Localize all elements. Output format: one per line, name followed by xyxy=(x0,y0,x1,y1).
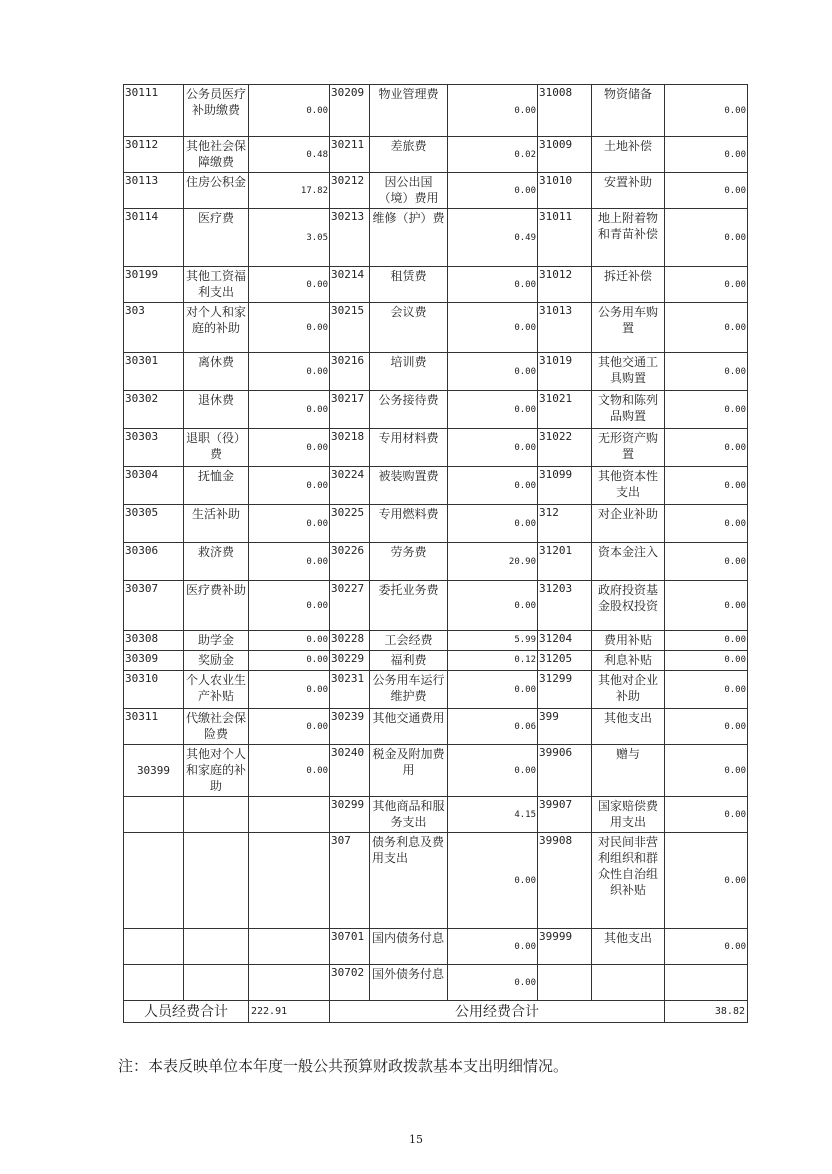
item-name: 文物和陈列品购置 xyxy=(592,391,665,429)
item-name: 工会经费 xyxy=(370,631,448,651)
item-amount: 0.00 xyxy=(665,467,748,505)
item-code: 30224 xyxy=(330,467,370,505)
public-total-label: 公用经费合计 xyxy=(330,1001,665,1023)
item-code: 30306 xyxy=(124,543,184,581)
item-name: 会议费 xyxy=(370,303,448,353)
item-name: 政府投资基金股权投资 xyxy=(592,581,665,631)
item-code: 30225 xyxy=(330,505,370,543)
item-name: 退职（役）费 xyxy=(184,429,249,467)
item-code: 31205 xyxy=(538,651,592,671)
table-row xyxy=(124,209,748,267)
item-name: 其他交通工具购置 xyxy=(592,353,665,391)
table-row xyxy=(124,651,748,671)
item-code: 303 xyxy=(124,303,184,353)
item-code: 31019 xyxy=(538,353,592,391)
item-name: 国内债务付息 xyxy=(370,929,448,965)
item-amount: 0.00 xyxy=(249,505,330,543)
item-amount: 0.00 xyxy=(665,391,748,429)
item-amount xyxy=(249,833,330,929)
item-amount: 20.90 xyxy=(448,543,538,581)
table-row xyxy=(124,671,748,709)
item-name: 培训费 xyxy=(370,353,448,391)
item-name: 拆迁补偿 xyxy=(592,267,665,303)
item-name: 无形资产购置 xyxy=(592,429,665,467)
expenditure-detail-table xyxy=(123,84,748,1023)
item-code xyxy=(124,965,184,1001)
item-name: 其他资本性支出 xyxy=(592,467,665,505)
item-code: 30308 xyxy=(124,631,184,651)
item-amount: 0.00 xyxy=(249,85,330,137)
table-row xyxy=(124,303,748,353)
item-amount: 0.00 xyxy=(665,797,748,833)
item-name xyxy=(184,965,249,1001)
item-amount: 0.00 xyxy=(448,85,538,137)
item-code: 30214 xyxy=(330,267,370,303)
item-name: 公务员医疗补助缴费 xyxy=(184,85,249,137)
table-row xyxy=(124,137,748,173)
item-amount: 0.00 xyxy=(665,303,748,353)
item-name: 国外债务付息 xyxy=(370,965,448,1001)
item-code: 30217 xyxy=(330,391,370,429)
item-amount: 0.00 xyxy=(448,391,538,429)
item-amount: 0.00 xyxy=(448,581,538,631)
table-row xyxy=(124,467,748,505)
item-amount: 0.00 xyxy=(448,353,538,391)
item-amount: 0.49 xyxy=(448,209,538,267)
item-code: 30218 xyxy=(330,429,370,467)
item-name: 退休费 xyxy=(184,391,249,429)
item-code: 30399 xyxy=(124,745,184,797)
item-amount: 3.05 xyxy=(249,209,330,267)
item-amount: 0.00 xyxy=(665,267,748,303)
item-name: 代缴社会保险费 xyxy=(184,709,249,745)
item-code: 39906 xyxy=(538,745,592,797)
item-code: 30215 xyxy=(330,303,370,353)
item-name: 债务利息及费用支出 xyxy=(370,833,448,929)
item-amount: 0.00 xyxy=(448,929,538,965)
totals-row xyxy=(124,1001,748,1023)
item-name: 救济费 xyxy=(184,543,249,581)
item-name: 其他交通费用 xyxy=(370,709,448,745)
item-amount: 0.00 xyxy=(665,137,748,173)
item-amount: 0.00 xyxy=(665,929,748,965)
item-code: 31013 xyxy=(538,303,592,353)
item-code: 312 xyxy=(538,505,592,543)
item-code: 31021 xyxy=(538,391,592,429)
item-amount: 0.00 xyxy=(665,709,748,745)
item-amount: 0.00 xyxy=(665,429,748,467)
item-name: 专用材料费 xyxy=(370,429,448,467)
item-amount: 0.00 xyxy=(249,651,330,671)
item-name: 地上附着物和青苗补偿 xyxy=(592,209,665,267)
item-name: 费用补贴 xyxy=(592,631,665,651)
item-name xyxy=(184,833,249,929)
item-amount: 0.00 xyxy=(249,353,330,391)
item-name: 委托业务费 xyxy=(370,581,448,631)
item-code: 30199 xyxy=(124,267,184,303)
item-amount xyxy=(249,797,330,833)
item-code xyxy=(124,929,184,965)
item-code: 30213 xyxy=(330,209,370,267)
item-name xyxy=(592,965,665,1001)
table-row xyxy=(124,505,748,543)
item-name: 对个人和家庭的补助 xyxy=(184,303,249,353)
item-amount: 4.15 xyxy=(448,797,538,833)
item-code: 39907 xyxy=(538,797,592,833)
item-amount: 0.00 xyxy=(249,631,330,651)
item-name: 对民间非营利组织和群众性自治组织补贴 xyxy=(592,833,665,929)
item-name: 其他支出 xyxy=(592,709,665,745)
item-amount: 0.00 xyxy=(448,267,538,303)
item-name: 其他社会保障缴费 xyxy=(184,137,249,173)
item-name: 抚恤金 xyxy=(184,467,249,505)
item-code: 30311 xyxy=(124,709,184,745)
item-amount: 0.00 xyxy=(665,543,748,581)
item-amount xyxy=(665,965,748,1001)
item-name: 其他支出 xyxy=(592,929,665,965)
item-name: 国家赔偿费用支出 xyxy=(592,797,665,833)
item-amount: 0.00 xyxy=(448,303,538,353)
item-code: 30239 xyxy=(330,709,370,745)
item-amount: 0.00 xyxy=(448,505,538,543)
item-code: 30299 xyxy=(330,797,370,833)
item-code: 30303 xyxy=(124,429,184,467)
item-name: 奖励金 xyxy=(184,651,249,671)
item-name: 税金及附加费用 xyxy=(370,745,448,797)
item-code: 31012 xyxy=(538,267,592,303)
item-code xyxy=(538,965,592,1001)
item-amount: 0.02 xyxy=(448,137,538,173)
item-code: 30301 xyxy=(124,353,184,391)
item-code: 31011 xyxy=(538,209,592,267)
item-code: 31008 xyxy=(538,85,592,137)
item-code: 30240 xyxy=(330,745,370,797)
item-amount: 0.00 xyxy=(448,965,538,1001)
item-code xyxy=(124,797,184,833)
item-amount: 0.00 xyxy=(665,581,748,631)
item-code: 30113 xyxy=(124,173,184,209)
item-amount: 0.00 xyxy=(665,651,748,671)
item-amount: 0.00 xyxy=(665,85,748,137)
item-code: 30227 xyxy=(330,581,370,631)
item-amount: 0.00 xyxy=(665,833,748,929)
item-name: 土地补偿 xyxy=(592,137,665,173)
item-code xyxy=(124,833,184,929)
item-code: 31203 xyxy=(538,581,592,631)
table-row xyxy=(124,965,748,1001)
item-code: 30114 xyxy=(124,209,184,267)
item-name: 赠与 xyxy=(592,745,665,797)
item-name: 其他对企业补助 xyxy=(592,671,665,709)
item-code: 30231 xyxy=(330,671,370,709)
item-code: 30112 xyxy=(124,137,184,173)
item-name: 专用燃料费 xyxy=(370,505,448,543)
item-amount: 0.00 xyxy=(665,631,748,651)
item-name: 个人农业生产补贴 xyxy=(184,671,249,709)
item-name: 医疗费补助 xyxy=(184,581,249,631)
item-amount: 0.06 xyxy=(448,709,538,745)
item-name: 住房公积金 xyxy=(184,173,249,209)
item-name: 其他商品和服务支出 xyxy=(370,797,448,833)
table-row xyxy=(124,85,748,137)
item-code: 30211 xyxy=(330,137,370,173)
item-name: 租赁费 xyxy=(370,267,448,303)
personnel-total-value: 222.91 xyxy=(249,1001,330,1023)
item-name: 物资储备 xyxy=(592,85,665,137)
item-name: 对企业补助 xyxy=(592,505,665,543)
item-amount: 0.00 xyxy=(448,671,538,709)
item-code: 307 xyxy=(330,833,370,929)
item-code: 31099 xyxy=(538,467,592,505)
item-amount: 0.00 xyxy=(665,353,748,391)
item-code: 30701 xyxy=(330,929,370,965)
table-row xyxy=(124,353,748,391)
item-amount: 0.00 xyxy=(249,267,330,303)
item-code: 399 xyxy=(538,709,592,745)
item-name xyxy=(184,929,249,965)
item-amount: 0.00 xyxy=(448,745,538,797)
item-code: 30209 xyxy=(330,85,370,137)
item-code: 39908 xyxy=(538,833,592,929)
item-code: 39999 xyxy=(538,929,592,965)
item-code: 30702 xyxy=(330,965,370,1001)
table-row xyxy=(124,745,748,797)
table-row xyxy=(124,833,748,929)
item-amount: 0.00 xyxy=(448,173,538,209)
item-name: 福利费 xyxy=(370,651,448,671)
item-name: 离休费 xyxy=(184,353,249,391)
item-code: 30304 xyxy=(124,467,184,505)
item-code: 30305 xyxy=(124,505,184,543)
item-name: 物业管理费 xyxy=(370,85,448,137)
page-number: 15 xyxy=(409,1133,423,1146)
item-code: 30229 xyxy=(330,651,370,671)
item-code: 31009 xyxy=(538,137,592,173)
item-name: 医疗费 xyxy=(184,209,249,267)
item-name: 利息补贴 xyxy=(592,651,665,671)
item-amount: 0.00 xyxy=(665,505,748,543)
item-code: 30307 xyxy=(124,581,184,631)
item-code: 30228 xyxy=(330,631,370,651)
table-row xyxy=(124,543,748,581)
table-row xyxy=(124,581,748,631)
item-amount: 0.48 xyxy=(249,137,330,173)
item-name: 维修（护）费 xyxy=(370,209,448,267)
item-code: 30212 xyxy=(330,173,370,209)
item-name: 安置补助 xyxy=(592,173,665,209)
public-total-value: 38.82 xyxy=(665,1001,748,1023)
item-name xyxy=(184,797,249,833)
item-name: 差旅费 xyxy=(370,137,448,173)
item-amount: 0.00 xyxy=(448,467,538,505)
item-amount: 0.12 xyxy=(448,651,538,671)
item-amount: 0.00 xyxy=(249,581,330,631)
item-amount: 0.00 xyxy=(249,745,330,797)
item-name: 劳务费 xyxy=(370,543,448,581)
item-code: 30111 xyxy=(124,85,184,137)
item-name: 公务用车购置 xyxy=(592,303,665,353)
personnel-total-label: 人员经费合计 xyxy=(124,1001,249,1023)
item-amount: 0.00 xyxy=(448,429,538,467)
item-amount: 0.00 xyxy=(665,745,748,797)
item-amount: 0.00 xyxy=(665,209,748,267)
item-code: 30310 xyxy=(124,671,184,709)
item-name: 其他对个人和家庭的补助 xyxy=(184,745,249,797)
table-row xyxy=(124,429,748,467)
item-name: 资本金注入 xyxy=(592,543,665,581)
item-amount: 0.00 xyxy=(249,391,330,429)
item-amount: 0.00 xyxy=(249,709,330,745)
table-row xyxy=(124,797,748,833)
item-name: 其他工资福利支出 xyxy=(184,267,249,303)
item-name: 生活补助 xyxy=(184,505,249,543)
table-body xyxy=(124,85,748,1023)
item-code: 31299 xyxy=(538,671,592,709)
item-code: 30309 xyxy=(124,651,184,671)
item-amount: 0.00 xyxy=(249,671,330,709)
item-code: 30226 xyxy=(330,543,370,581)
item-code: 30216 xyxy=(330,353,370,391)
item-name: 公务接待费 xyxy=(370,391,448,429)
item-amount: 17.82 xyxy=(249,173,330,209)
item-amount: 0.00 xyxy=(665,671,748,709)
item-code: 31201 xyxy=(538,543,592,581)
item-code: 31010 xyxy=(538,173,592,209)
table-row xyxy=(124,631,748,651)
table-row xyxy=(124,929,748,965)
item-amount: 5.99 xyxy=(448,631,538,651)
item-name: 公务用车运行维护费 xyxy=(370,671,448,709)
table-note: 注：本表反映单位本年度一般公共预算财政拨款基本支出明细情况。 xyxy=(118,1057,569,1075)
table-row xyxy=(124,173,748,209)
item-code: 31022 xyxy=(538,429,592,467)
item-amount xyxy=(249,929,330,965)
item-name: 被装购置费 xyxy=(370,467,448,505)
item-amount: 0.00 xyxy=(665,173,748,209)
item-amount: 0.00 xyxy=(249,303,330,353)
item-amount: 0.00 xyxy=(249,543,330,581)
item-name: 因公出国（境）费用 xyxy=(370,173,448,209)
table-row xyxy=(124,267,748,303)
item-name: 助学金 xyxy=(184,631,249,651)
item-amount: 0.00 xyxy=(448,833,538,929)
item-amount: 0.00 xyxy=(249,429,330,467)
item-code: 31204 xyxy=(538,631,592,651)
item-amount xyxy=(249,965,330,1001)
table-row xyxy=(124,709,748,745)
table-row xyxy=(124,391,748,429)
item-code: 30302 xyxy=(124,391,184,429)
item-amount: 0.00 xyxy=(249,467,330,505)
